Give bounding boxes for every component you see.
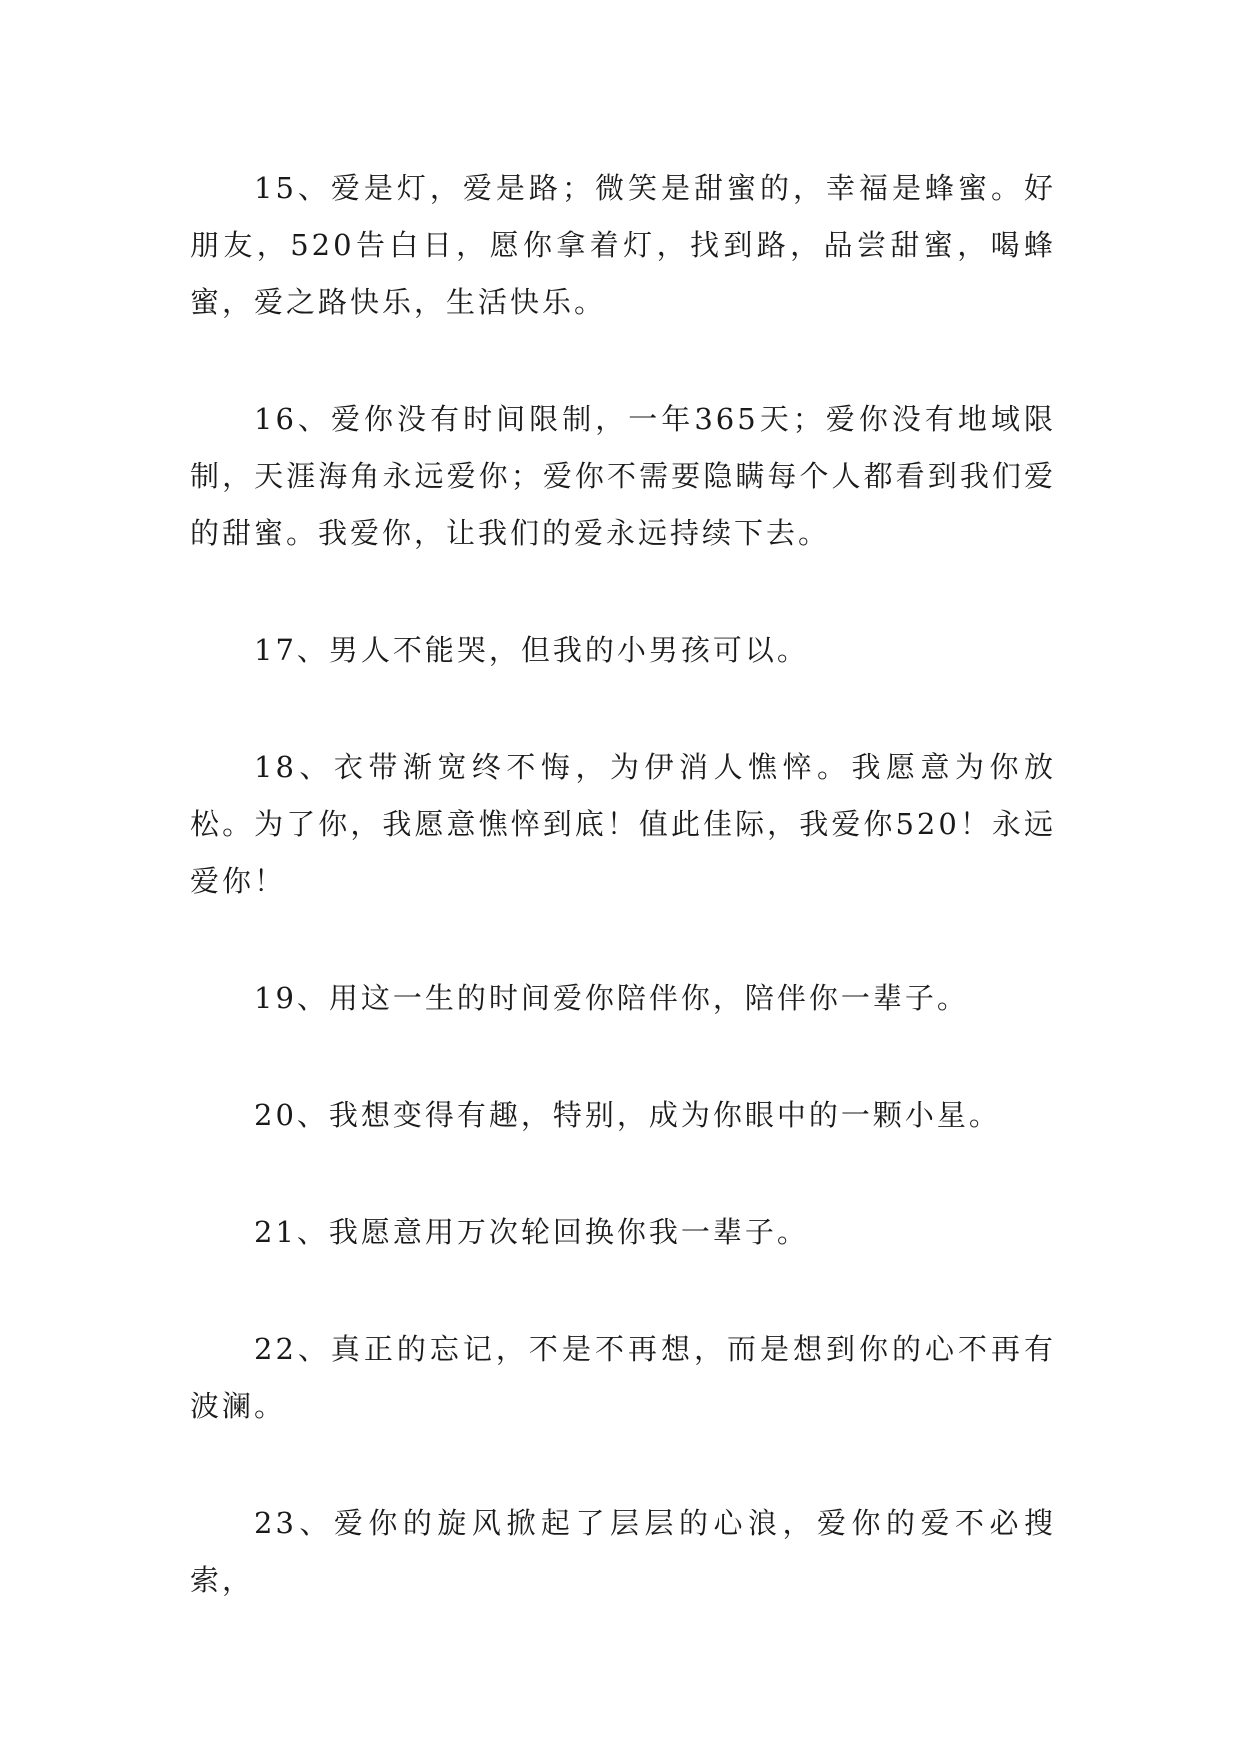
paragraph-16: 16、爱你没有时间限制，一年365天；爱你没有地域限制，天涯海角永远爱你；爱你不需要隐瞒每个人都看到我们爱的甜蜜。我爱你，让我们的爱永远持续下去。 bbox=[190, 402, 1056, 550]
paragraph-17: 17、男人不能哭，但我的小男孩可以。 bbox=[254, 633, 809, 667]
paragraph-gap bbox=[190, 910, 1056, 970]
paragraph-gap bbox=[190, 1435, 1056, 1495]
paragraph-18: 18、衣带渐宽终不悔，为伊消人憔悴。我愿意为你放松。为了你，我愿意憔悴到底！值此佳际，我爱你520！永远爱你！ bbox=[190, 750, 1056, 898]
paragraph-15: 15、爱是灯，爱是路；微笑是甜蜜的，幸福是蜂蜜。好朋友，520告白日，愿你拿着灯，找到路，品尝甜蜜，喝蜂蜜，爱之路快乐，生活快乐。 bbox=[190, 171, 1056, 319]
paragraph-23: 23、爱你的旋风掀起了层层的心浪，爱你的爱不必搜索， bbox=[190, 1506, 1056, 1597]
paragraph-20: 20、我想变得有趣，特别，成为你眼中的一颗小星。 bbox=[254, 1098, 1001, 1132]
paragraph-gap bbox=[190, 562, 1056, 622]
paragraph-gap bbox=[190, 1027, 1056, 1087]
paragraph-gap bbox=[190, 1144, 1056, 1204]
paragraph-22: 22、真正的忘记，不是不再想，而是想到你的心不再有波澜。 bbox=[190, 1332, 1056, 1423]
paragraph-gap bbox=[190, 331, 1056, 391]
document-body bbox=[190, 160, 1056, 1609]
paragraph-21: 21、我愿意用万次轮回换你我一辈子。 bbox=[254, 1215, 809, 1249]
paragraph-gap bbox=[190, 679, 1056, 739]
paragraph-gap bbox=[190, 1261, 1056, 1321]
paragraph-19: 19、用这一生的时间爱你陪伴你，陪伴你一辈子。 bbox=[254, 981, 969, 1015]
